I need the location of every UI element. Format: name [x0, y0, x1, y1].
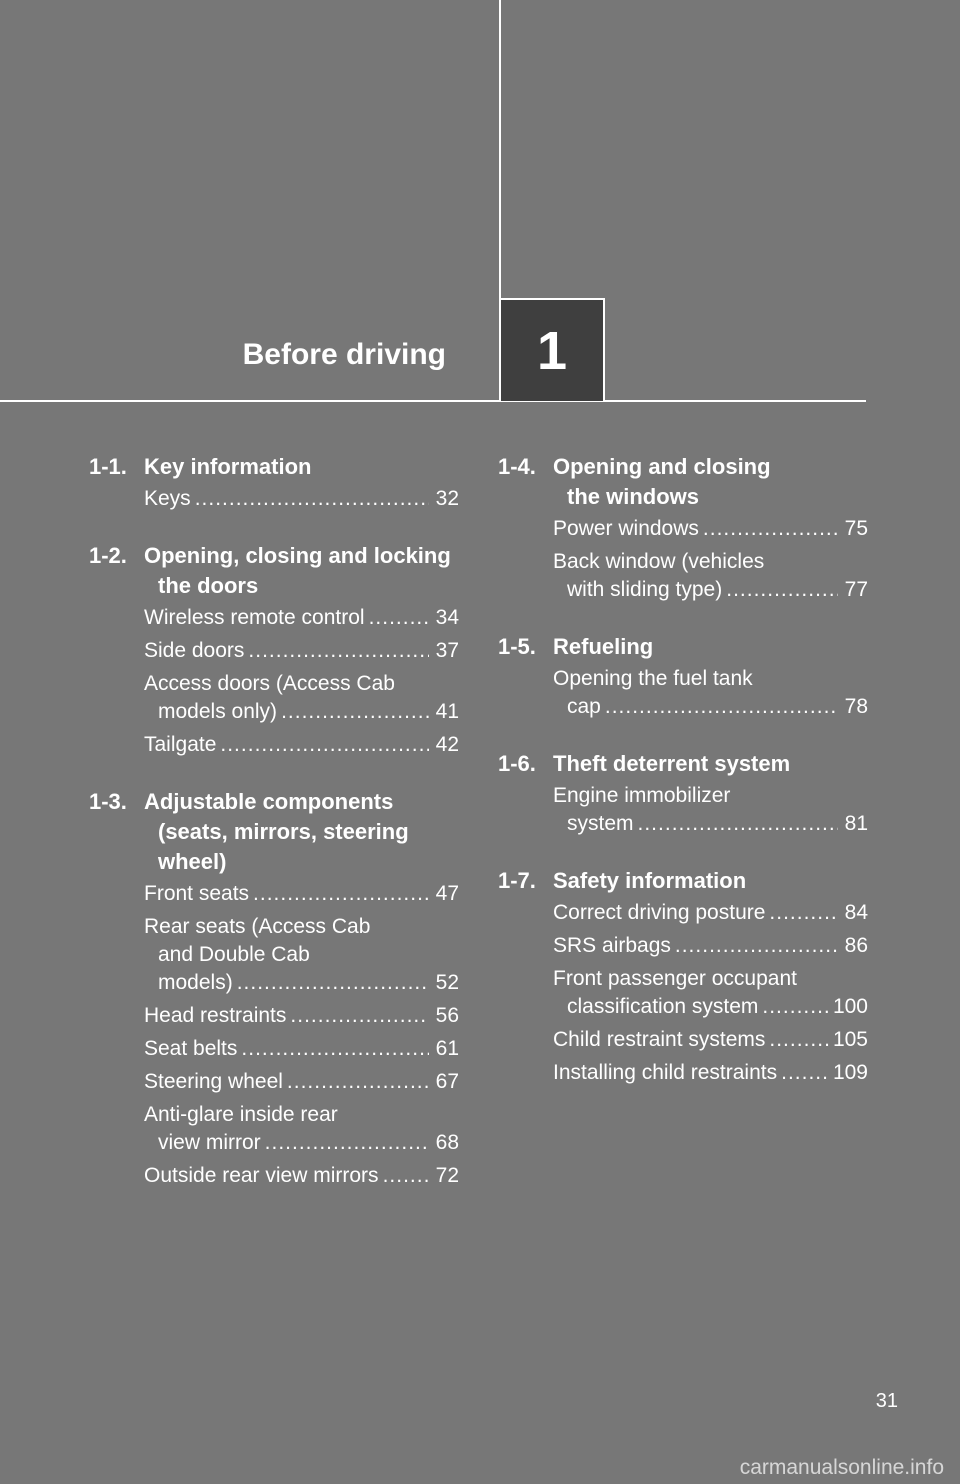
entry-title: Steering wheel [144, 1070, 283, 1093]
entry-row [144, 1129, 459, 1157]
section-title [553, 452, 868, 512]
section-title [144, 541, 459, 601]
entry-page-number: 84 [844, 901, 868, 924]
toc-entry[interactable] [553, 932, 868, 960]
section-title-line: Opening and closing [553, 454, 771, 479]
section-number: 1-4. [498, 454, 536, 479]
dot-leader [781, 1059, 829, 1087]
toc-entry[interactable] [553, 899, 868, 927]
entry-row [144, 1162, 459, 1190]
section-entries [144, 880, 459, 1190]
section-entries [144, 604, 459, 759]
entry-title: Installing child restraints [553, 1061, 778, 1084]
watermark: carmanualsonline.info [739, 1456, 944, 1479]
entry-title: Side doors [144, 639, 245, 662]
entry-page-number: 68 [435, 1131, 459, 1154]
entry-title: view mirror [158, 1131, 261, 1154]
dot-leader [220, 731, 429, 759]
toc-entry[interactable] [144, 731, 459, 759]
toc-entry[interactable] [144, 1068, 459, 1096]
dot-leader [638, 810, 838, 838]
toc-section [89, 541, 459, 759]
toc-entry[interactable] [553, 515, 868, 543]
entry-page-number: 47 [435, 882, 459, 905]
toc-entry[interactable] [144, 1035, 459, 1063]
toc-entry[interactable] [553, 965, 868, 1021]
toc-entry[interactable] [144, 485, 459, 513]
entry-title: classification system [567, 995, 759, 1018]
entry-row [553, 1059, 868, 1087]
chapter-divider-vertical [499, 0, 501, 300]
section-entries [553, 665, 868, 721]
section-title [553, 866, 868, 896]
toc-section [89, 787, 459, 1190]
entry-row [553, 693, 868, 721]
toc-entry[interactable] [553, 1059, 868, 1087]
dot-leader [369, 604, 429, 632]
toc-section [89, 452, 459, 513]
section-heading [498, 452, 868, 512]
section-title [553, 749, 868, 779]
entry-row [553, 899, 868, 927]
entry-title: Wireless remote control [144, 606, 365, 629]
entry-page-number: 34 [435, 606, 459, 629]
entry-page-number: 78 [844, 695, 868, 718]
toc-entry[interactable] [144, 670, 459, 726]
entry-row [144, 1002, 459, 1030]
entry-page-number: 86 [844, 934, 868, 957]
chapter-divider-horizontal [0, 400, 866, 402]
entry-text-line: Back window (vehicles [553, 550, 765, 573]
toc-column-left [89, 452, 459, 1218]
entry-title: Keys [144, 487, 191, 510]
section-title-line: Adjustable components [144, 789, 394, 814]
entry-row [553, 1026, 868, 1054]
dot-leader [762, 993, 829, 1021]
entry-row [553, 932, 868, 960]
section-title-line: the doors [158, 573, 259, 598]
dot-leader [253, 880, 429, 908]
entry-page-number: 81 [844, 812, 868, 835]
chapter-number-tab: 1 [499, 298, 605, 401]
entry-row [553, 515, 868, 543]
dot-leader [675, 932, 838, 960]
entry-row [553, 576, 868, 604]
section-title-line: Opening, closing and locking [144, 543, 451, 568]
toc-section [498, 866, 868, 1087]
entry-title: SRS airbags [553, 934, 671, 957]
entry-page-number: 56 [435, 1004, 459, 1027]
toc-entry[interactable] [144, 1002, 459, 1030]
toc-entry[interactable] [144, 1101, 459, 1157]
entry-page-number: 75 [844, 517, 868, 540]
section-number: 1-3. [89, 789, 127, 814]
entry-page-number: 32 [435, 487, 459, 510]
entry-row [144, 969, 459, 997]
entry-text-line: Engine immobilizer [553, 784, 731, 807]
entry-text-line: Front passenger occupant [553, 967, 797, 990]
toc-entry[interactable] [553, 548, 868, 604]
entry-row [144, 880, 459, 908]
entry-page-number: 109 [832, 1061, 868, 1084]
entry-row [144, 731, 459, 759]
dot-leader [241, 1035, 429, 1063]
toc-entry[interactable] [144, 880, 459, 908]
toc-entry[interactable] [144, 913, 459, 997]
toc-entry[interactable] [144, 637, 459, 665]
entry-page-number: 67 [435, 1070, 459, 1093]
entry-row [553, 993, 868, 1021]
entry-text-line: Access doors (Access Cab [144, 672, 395, 695]
entry-title: system [567, 812, 634, 835]
section-heading [89, 787, 459, 877]
entry-title: models) [158, 971, 233, 994]
section-heading [89, 452, 459, 482]
entry-row [144, 1068, 459, 1096]
dot-leader [237, 969, 429, 997]
toc-section [498, 632, 868, 721]
section-title-line: Refueling [553, 634, 654, 659]
section-title-line: Safety information [553, 868, 747, 893]
dot-leader [769, 1026, 829, 1054]
entry-row [553, 810, 868, 838]
entry-page-number: 37 [435, 639, 459, 662]
toc-section [498, 452, 868, 604]
toc-section [498, 749, 868, 838]
section-heading [89, 541, 459, 601]
entry-title: Head restraints [144, 1004, 287, 1027]
section-entries [553, 515, 868, 604]
section-entries [144, 485, 459, 513]
toc-column-right [498, 452, 868, 1115]
toc-entry[interactable] [553, 1026, 868, 1054]
section-title [553, 632, 868, 662]
toc-entry[interactable] [144, 1162, 459, 1190]
dot-leader [287, 1068, 429, 1096]
section-heading [498, 632, 868, 662]
page-number: 31 [875, 1390, 898, 1412]
entry-title: Power windows [553, 517, 699, 540]
entry-title: cap [567, 695, 601, 718]
entry-row [144, 1035, 459, 1063]
entry-row [144, 485, 459, 513]
chapter-title: Before driving [242, 338, 446, 371]
entry-row [144, 604, 459, 632]
section-title [144, 452, 459, 482]
section-title-line: (seats, mirrors, steering wheel) [158, 819, 409, 874]
entry-text-line: and Double Cab [158, 943, 310, 966]
dot-leader [726, 576, 838, 604]
entry-row [144, 698, 459, 726]
dot-leader [605, 693, 838, 721]
dot-leader [290, 1002, 429, 1030]
dot-leader [769, 899, 838, 927]
entry-page-number: 105 [832, 1028, 868, 1051]
entry-title: Child restraint systems [553, 1028, 766, 1051]
section-heading [498, 749, 868, 779]
section-number: 1-7. [498, 868, 536, 893]
section-entries [553, 782, 868, 838]
toc-entry[interactable] [144, 604, 459, 632]
section-title [144, 787, 459, 877]
section-title-line: Theft deterrent system [553, 751, 791, 776]
entry-text-line: Opening the fuel tank [553, 667, 753, 690]
entry-title: Outside rear view mirrors [144, 1164, 379, 1187]
entry-text-line: Rear seats (Access Cab [144, 915, 371, 938]
entry-title: Seat belts [144, 1037, 238, 1060]
toc-entry[interactable] [553, 782, 868, 838]
entry-title: with sliding type) [567, 578, 723, 601]
section-number: 1-1. [89, 454, 127, 479]
entry-page-number: 77 [844, 578, 868, 601]
entry-title: Tailgate [144, 733, 217, 756]
entry-page-number: 61 [435, 1037, 459, 1060]
dot-leader [383, 1162, 429, 1190]
dot-leader [195, 485, 429, 513]
section-number: 1-5. [498, 634, 536, 659]
entry-page-number: 72 [435, 1164, 459, 1187]
section-entries [553, 899, 868, 1087]
dot-leader [281, 698, 429, 726]
toc-entry[interactable] [553, 665, 868, 721]
section-number: 1-6. [498, 751, 536, 776]
section-heading [498, 866, 868, 896]
entry-page-number: 41 [435, 700, 459, 723]
entry-text-line: Anti-glare inside rear [144, 1103, 338, 1126]
entry-page-number: 100 [832, 995, 868, 1018]
entry-page-number: 42 [435, 733, 459, 756]
entry-title: Correct driving posture [553, 901, 766, 924]
dot-leader [265, 1129, 429, 1157]
section-title-line: Key information [144, 454, 312, 479]
entry-page-number: 52 [435, 971, 459, 994]
entry-title: models only) [158, 700, 278, 723]
section-number: 1-2. [89, 543, 127, 568]
dot-leader [703, 515, 838, 543]
dot-leader [248, 637, 429, 665]
entry-title: Front seats [144, 882, 250, 905]
section-title-line: the windows [567, 484, 699, 509]
entry-row [144, 637, 459, 665]
